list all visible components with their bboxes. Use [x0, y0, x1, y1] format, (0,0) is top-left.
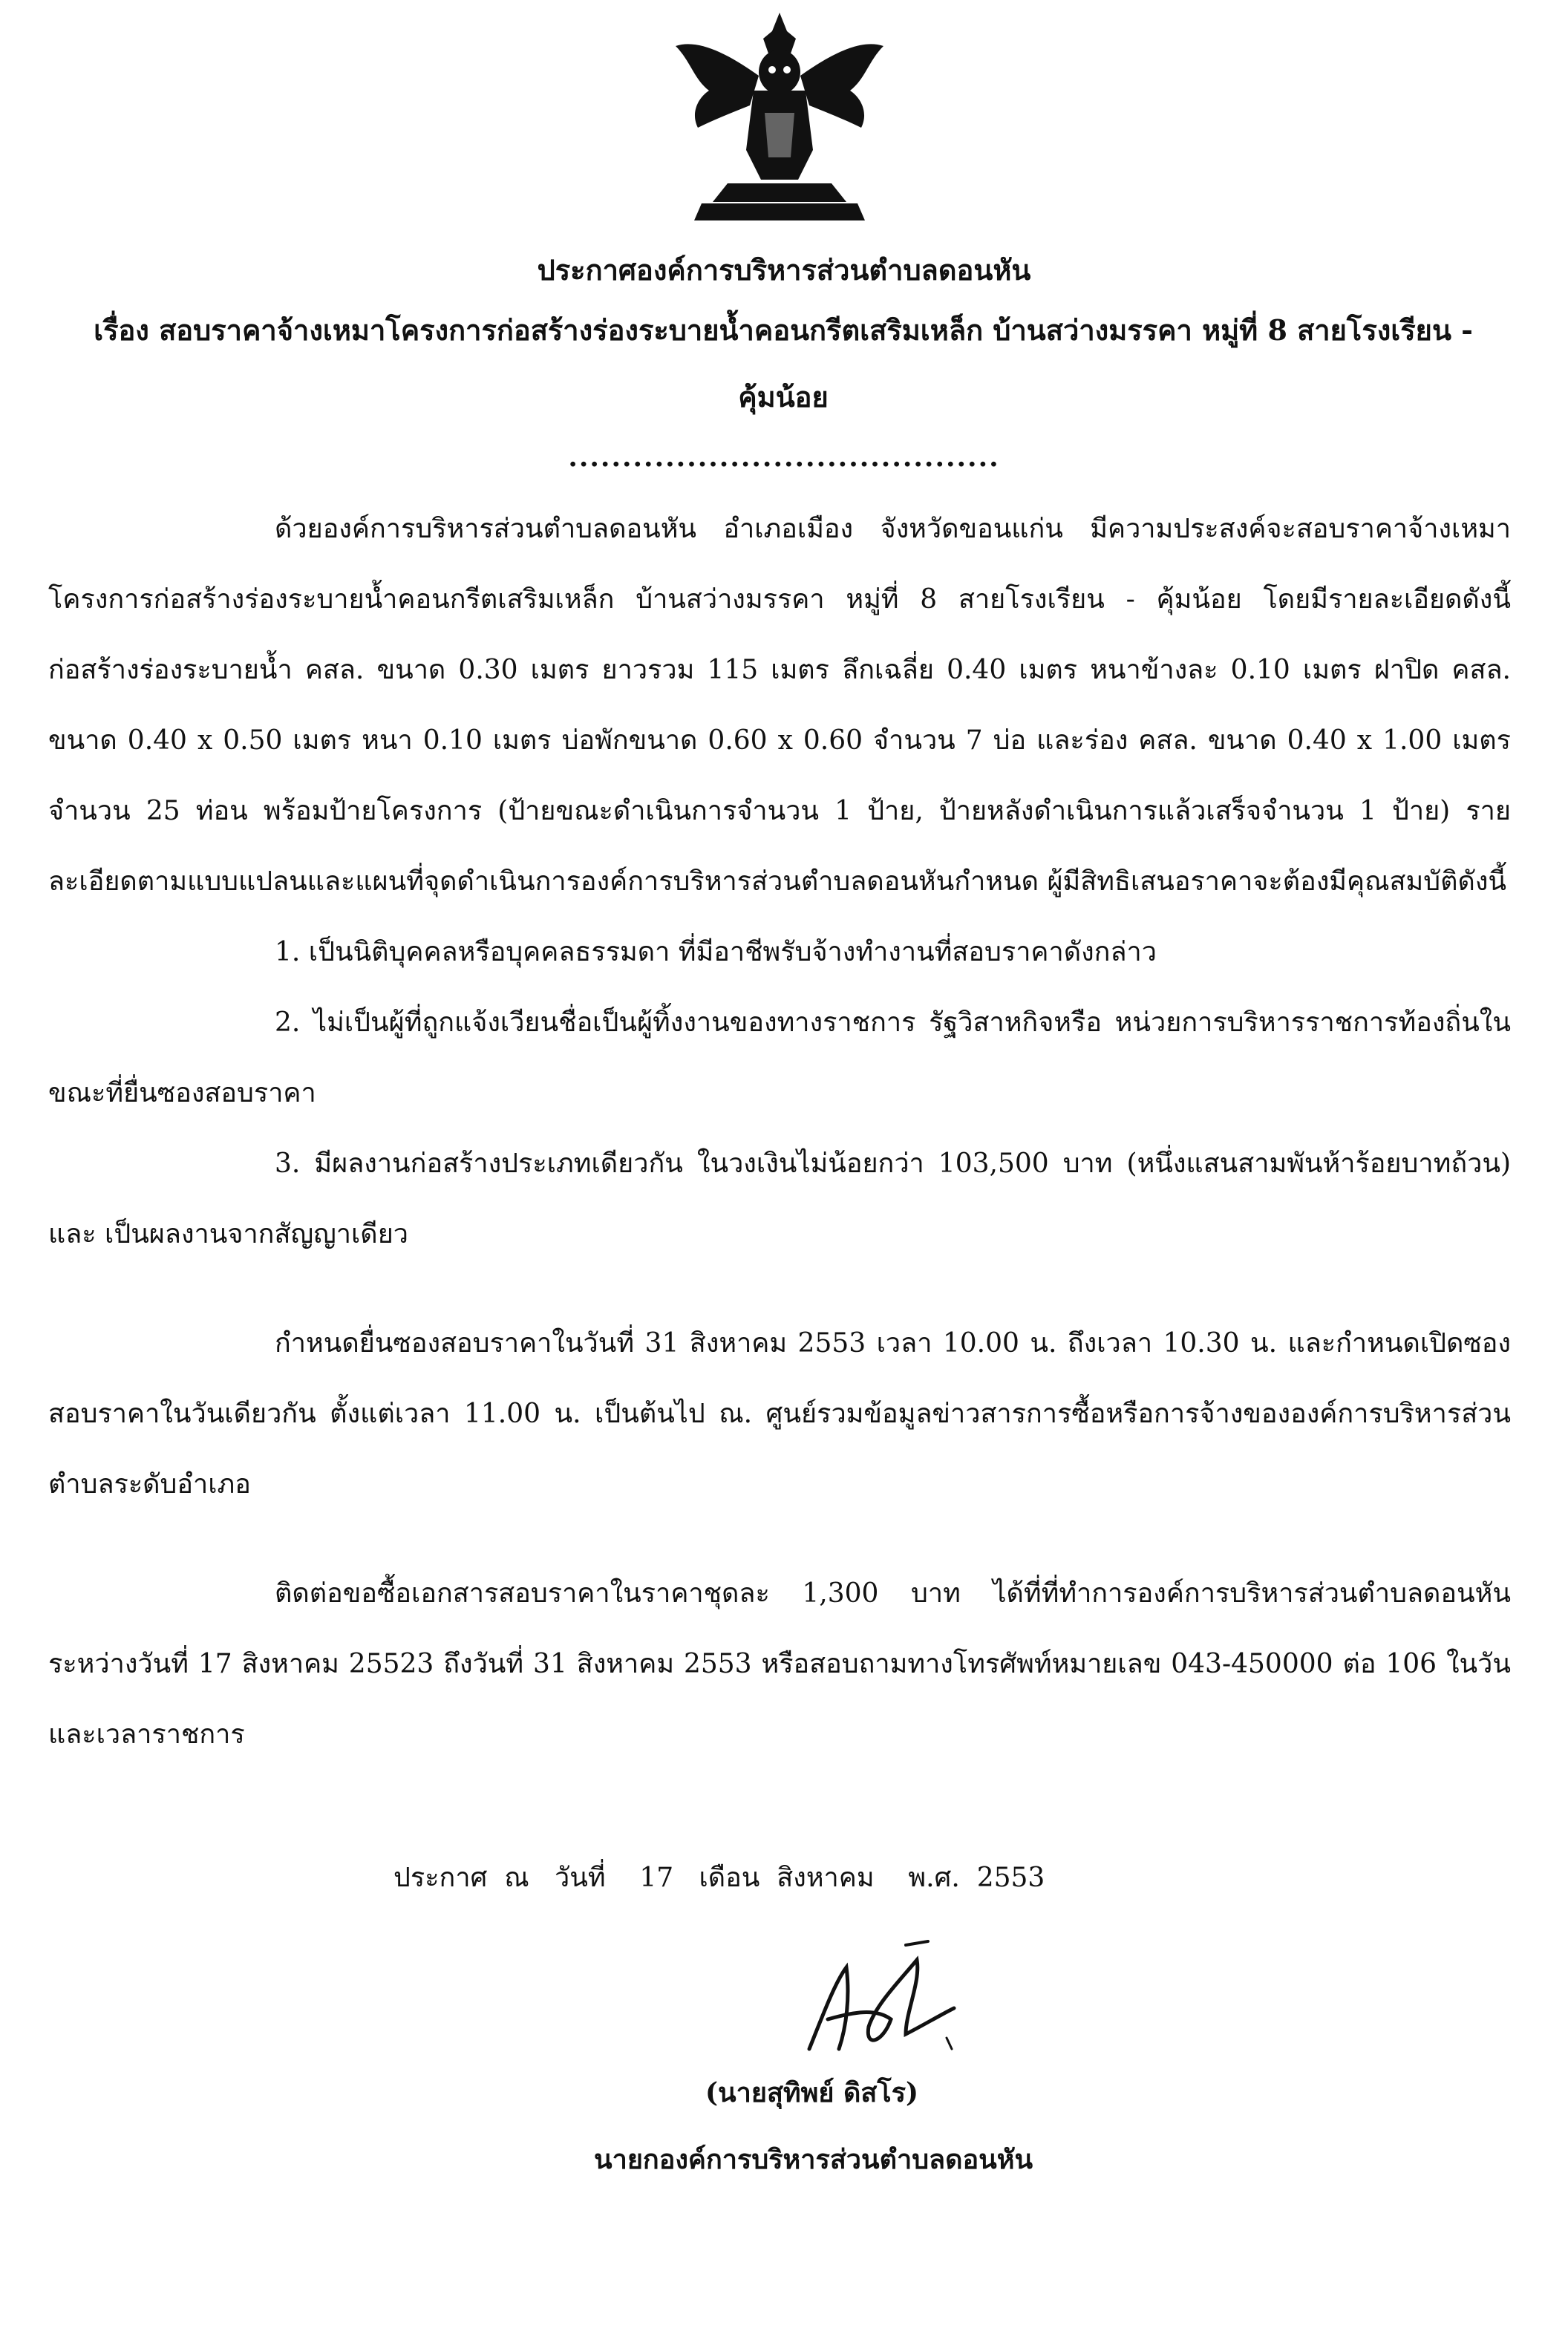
separator: ........................................ [568, 442, 1000, 473]
announcement-title: ประกาศองค์การบริหารส่วนตำบลดอนหัน [537, 253, 1031, 287]
subject-line-2: คุ้มน้อย [738, 380, 829, 414]
subject-line-1: เรื่อง สอบราคาจ้างเหมาโครงการก่อสร้างร่องระบายน้ำคอนกรีตเสริมเหล็ก บ้านสว่างมรรคา หมู่ที่ 8 สายโรงเรียน - [94, 313, 1473, 347]
qualification-item-1: 1. เป็นนิติบุคคลหรือบุคคลธรรมดา ที่มีอาชีพรับจ้างทำงานที่สอบราคาดังกล่าว [275, 937, 1157, 967]
announce-date: ประกาศ ณ วันที่ 17 เดือน สิงหาคม พ.ศ. 2553 [393, 1863, 1045, 1893]
intro-paragraph: ด้วยองค์การบริหารส่วนตำบลดอนหัน อำเภอเมือง จังหวัดขอนแก่น มีความประสงค์จะสอบราคาจ้างเหมาโครงการก่อสร้างร่องระบายน้ำคอนกรีตเสริมเหล็ก บ้านสว่างมรรคา หมู่ที่ 8 สายโรงเรียน - คุ้มน้อย โดยมีรายละเอียดดังนี้ ก่อสร้างร่องระบายน้ำ คสล. ขนาด 0.30 เมตร ยาวรวม 115 เมตร ลึกเฉลี่ย 0.40 เมตร หนาข้างละ 0.10 เมตร ฝาปิด คสล. ขนาด 0.40 x 0.50 เมตร หนา 0.10 เมตร บ่อพักขนาด 0.60 x 0.60 จำนวน 7 บ่อ และร่อง คสล. ขนาด 0.40 x 1.00 เมตร จำนวน 25 ท่อน พร้อมป้ายโครงการ (ป้ายขณะดำเนินการจำนวน 1 ป้าย, ป้ายหลังดำเนินการแล้วเสร็จจำนวน 1 ป้าย) รายละเอียดตามแบบแปลนและแผนที่จุดดำเนินการองค์การบริหารส่วนตำบลดอนหันกำหนด ผู้มีสิทธิเสนอราคาจะต้องมีคุณสมบัติดังนี้ [48, 514, 1511, 897]
garuda-emblem-icon [668, 9, 891, 224]
signer-position: นายกองค์การบริหารส่วนตำบลดอนหัน [594, 2144, 1033, 2175]
contact-paragraph: ติดต่อขอซื้อเอกสารสอบราคาในราคาชุดละ 1,300 บาท ได้ที่ที่ทำการองค์การบริหารส่วนตำบลดอนหัน ระหว่างวันที่ 17 สิงหาคม 25523 ถึงวันที่ 31 สิงหาคม 2553 หรือสอบถามทางโทรศัพท์หมายเลข 043-450000 ต่อ 106 ในวันและเวลาราชการ [48, 1578, 1511, 1750]
subject-line [45, 297, 1522, 431]
signature-icon [794, 1938, 965, 2071]
signer-name: (นายสุทิพย์ ดิสโร) [705, 2077, 919, 2108]
qualification-item-3: 3. มีผลงานก่อสร้างประเภทเดียวกัน ในวงเงินไม่น้อยกว่า 103,500 บาท (หนึ่งแสนสามพันห้าร้อยบาทถ้วน) และ เป็นผลงานจากสัญญาเดียว [48, 1148, 1511, 1249]
qualification-item-2: 2. ไม่เป็นผู้ที่ถูกแจ้งเวียนชื่อเป็นผู้ทิ้งงานของทางราชการ รัฐวิสาหกิจหรือ หน่วยการบริหารราชการท้องถิ่นในขณะที่ยื่นซองสอบราคา [48, 1007, 1511, 1108]
schedule-paragraph: กำหนดยื่นซองสอบราคาในวันที่ 31 สิงหาคม 2553 เวลา 10.00 น. ถึงเวลา 10.30 น. และกำหนดเปิดซองสอบราคาในวันเดียวกัน ตั้งแต่เวลา 11.00 น. เป็นต้นไป ณ. ศูนย์รวมข้อมูลข่าวสารการซื้อหรือการจ้างขององค์การบริหารส่วนตำบลระดับอำเภอ [48, 1328, 1511, 1500]
body-text [48, 494, 1511, 1770]
